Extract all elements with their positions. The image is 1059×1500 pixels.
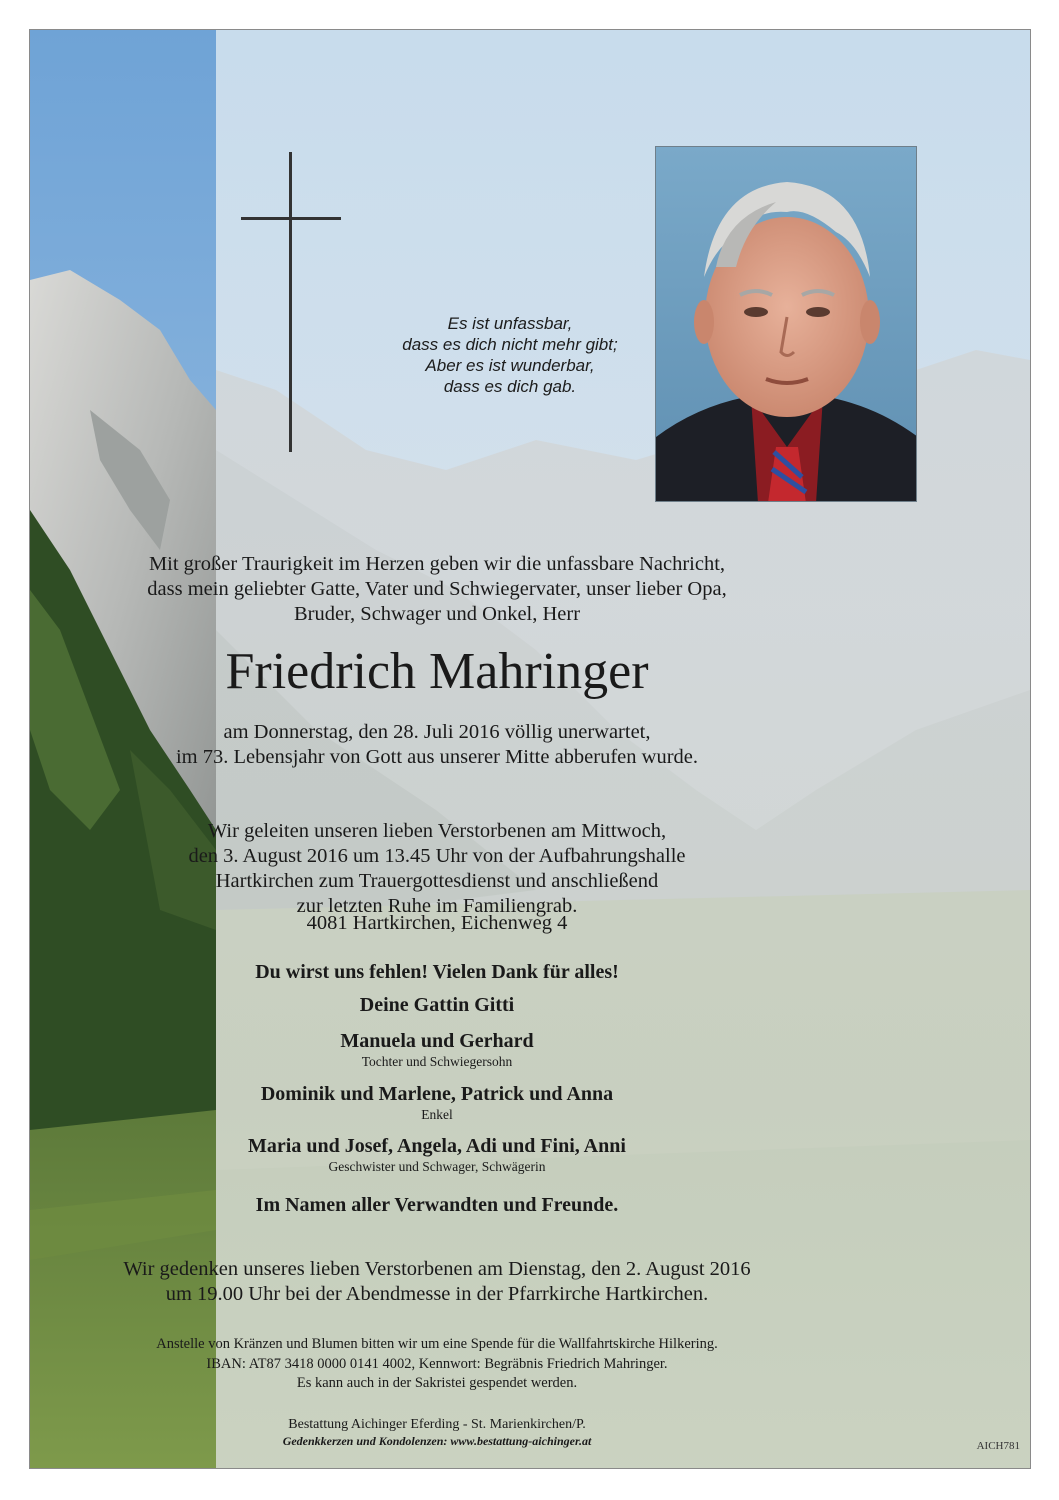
- intro-line: Bruder, Schwager und Onkel, Herr: [293, 603, 581, 625]
- family-relation: Enkel: [421, 1107, 453, 1122]
- poem-line: dass es dich nicht mehr gibt;: [402, 335, 618, 354]
- intro-line: dass mein geliebter Gatte, Vater und Schwiegervater, unser lieber Opa,: [147, 578, 727, 600]
- family-group: [30, 1083, 844, 1123]
- family-names: Maria und Josef, Angela, Adi und Fini, Anni: [248, 1135, 626, 1157]
- address: 4081 Hartkirchen, Eichenweg 4: [306, 912, 568, 934]
- family-group: [30, 1030, 844, 1070]
- obituary-card: [29, 29, 1031, 1469]
- farewell-line: Du wirst uns fehlen! Vielen Dank für alles!: [255, 961, 619, 983]
- funeral-line: Hartkirchen zum Trauergottesdienst und anschließend: [215, 870, 659, 892]
- donation-line: Anstelle von Kränzen und Blumen bitten wir um eine Spende für die Wallfahrtskirche Hilkering.: [156, 1336, 718, 1352]
- cross-icon-bar: [241, 217, 341, 220]
- intro-text: [30, 552, 844, 627]
- donation-line: Es kann auch in der Sakristei gespendet werden.: [296, 1375, 578, 1391]
- family-group: [30, 994, 844, 1017]
- deceased-name: Friedrich Mahringer: [225, 643, 649, 700]
- funeral-line: Wir geleiten unseren lieben Verstorbenen am Mittwoch,: [207, 820, 667, 842]
- donation-line: IBAN: AT87 3418 0000 0141 4002, Kennwort: Begräbnis Friedrich Mahringer.: [206, 1355, 668, 1372]
- reference-code: AICH781: [976, 1440, 1020, 1452]
- poem-line: dass es dich gab.: [443, 377, 577, 396]
- family-relation: Geschwister und Schwager, Schwägerin: [328, 1159, 546, 1174]
- family-group: [30, 1135, 844, 1175]
- family-names: Manuela und Gerhard: [340, 1030, 534, 1052]
- death-notice-line: am Donnerstag, den 28. Juli 2016 völlig unerwartet,: [223, 721, 651, 743]
- death-notice-line: im 73. Lebensjahr von Gott aus unserer Mitte abberufen wurde.: [175, 746, 699, 768]
- family-relation: Tochter und Schwiegersohn: [361, 1054, 513, 1069]
- cross-icon: [289, 152, 292, 452]
- portrait-photo: [655, 146, 917, 502]
- memorial-mass: [30, 1257, 844, 1307]
- donation-note: [30, 1335, 844, 1394]
- poem-line: Aber es ist wunderbar,: [425, 356, 595, 375]
- death-notice: [30, 720, 844, 770]
- poem-line: Es ist unfassbar,: [447, 314, 573, 333]
- funeral-line: zur letzten Ruhe im Familiengrab.: [296, 895, 578, 917]
- funeral-line: den 3. August 2016 um 13.45 Uhr von der Aufbahrungshalle: [188, 845, 686, 867]
- family-names: Dominik und Marlene, Patrick und Anna: [260, 1083, 614, 1105]
- condolence-link[interactable]: Gedenkkerzen und Kondolenzen: www.bestattung-aichinger.at: [282, 1434, 592, 1448]
- undertaker-name: Bestattung Aichinger Eferding - St. Marienkirchen/P.: [288, 1417, 586, 1432]
- intro-line: Mit großer Traurigkeit im Herzen geben wir die unfassbare Nachricht,: [148, 553, 726, 575]
- closing-line: Im Namen aller Verwandten und Freunde.: [255, 1194, 619, 1216]
- funeral-details: [30, 819, 844, 919]
- memorial-line: Wir gedenken unseres lieben Verstorbenen am Dienstag, den 2. August 2016: [123, 1258, 751, 1280]
- family-names: Deine Gattin Gitti: [359, 994, 515, 1016]
- memorial-line: um 19.00 Uhr bei der Abendmesse in der Pfarrkirche Hartkirchen.: [165, 1283, 709, 1305]
- undertaker-info: [30, 1416, 844, 1450]
- poem: [330, 313, 690, 397]
